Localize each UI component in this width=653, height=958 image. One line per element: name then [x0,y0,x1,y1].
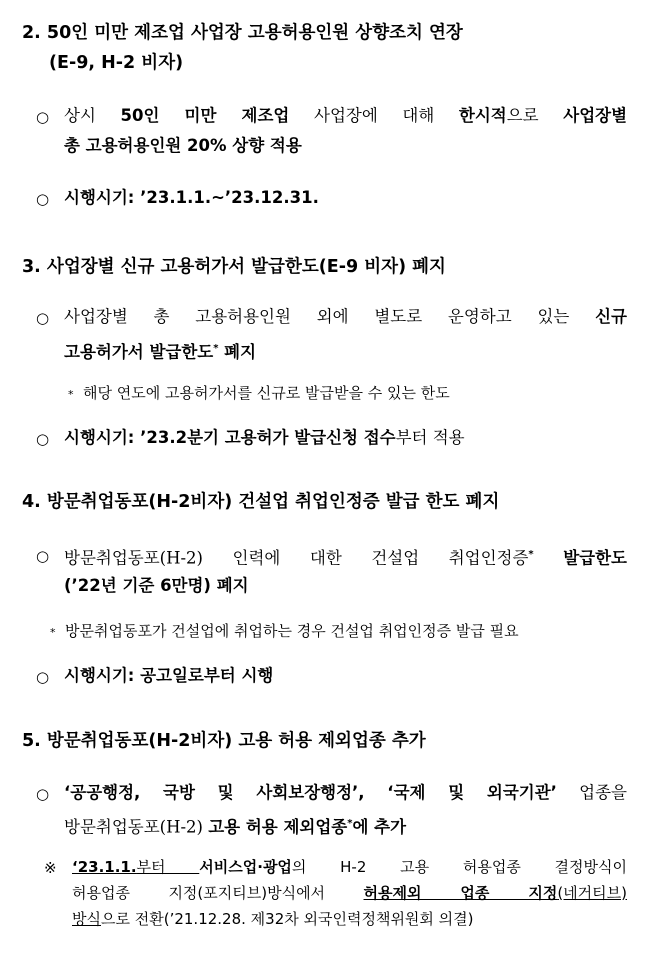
section-5-bullet-1-line-2: 방문취업동포(H-2) 고용 허용 제외업종*에 추가 [64,817,407,837]
section-3-title: 3. 사업장별 신규 고용허가서 발급한도(E-9 비자) 폐지 [22,257,446,277]
footnote-asterisk: * [50,626,56,639]
section-3-bullet-1-line-2: 고용허가서 발급한도* 폐지 [64,342,257,362]
bullet-circle: ○ [36,108,50,126]
section-5-bullet-1-line-1: ‘공공행정, 국방 및 사회보장행정’, ‘국제 및 외국기관’ 업종을 [64,783,627,802]
bullet-circle: ○ [36,190,50,208]
section-2-bullet-1-line-2: 총 고용허용인원 20% 상향 적용 [64,136,302,155]
section-4-bullet-1-line-1: 방문취업동포(H-2) 인력에 대한 건설업 취업인정증* 발급한도 [64,548,627,568]
section-2-title-line-1: 2. 50인 미만 제조업 사업장 고용허용인원 상향조치 연장 [22,23,463,43]
section-3-footnote: * 해당 연도에 고용허가서를 신규로 발급받을 수 있는 한도 [68,384,450,402]
section-5-title: 5. 방문취업동포(H-2비자) 고용 허용 제외업종 추가 [22,731,426,751]
section-4-title: 4. 방문취업동포(H-2비자) 건설업 취업인정증 발급 한도 폐지 [22,492,500,512]
section-5-note-line-2: 허용업종 지정(포지티브)방식에서 허용제외 업종 지정(네거티브) [72,884,627,902]
section-3-bullet-1-line-1: 사업장별 총 고용허용인원 외에 별도로 운영하고 있는 신규 [64,307,627,326]
section-4-footnote: * 방문취업동포가 건설업에 취업하는 경우 건설업 취업인정증 발급 필요 [50,622,519,640]
section-5-note-line-1: ‘23.1.1.부터 서비스업·광업의 H-2 고용 허용업종 결정방식이 [72,858,627,876]
section-4-bullet-2: 시행시기: 공고일로부터 시행 [64,666,274,685]
section-2-bullet-1-line-1: 상시 50인 미만 제조업 사업장에 대해 한시적으로 사업장별 [64,106,628,125]
bullet-circle: ○ [36,309,50,327]
bullet-circle: ○ [36,430,50,448]
section-2-title-line-2: (E-9, H-2 비자) [49,53,184,73]
bullet-circle: ○ [36,668,50,686]
footnote-asterisk: * [68,388,74,401]
section-2-bullet-2: 시행시기: ’23.1.1.~’23.12.31. [64,188,319,207]
reference-mark: ※ [44,859,57,877]
section-5-note-line-3: 방식으로 전환(’21.12.28. 제32차 외국인력정책위원회 의결) [72,910,474,928]
bullet-circle: ○ [36,547,50,565]
section-4-bullet-1-line-2: (’22년 기준 6만명) 폐지 [64,576,249,595]
bullet-circle: ○ [36,785,50,803]
section-3-bullet-2: 시행시기: ’23.2분기 고용허가 발급신청 접수부터 적용 [64,428,465,447]
